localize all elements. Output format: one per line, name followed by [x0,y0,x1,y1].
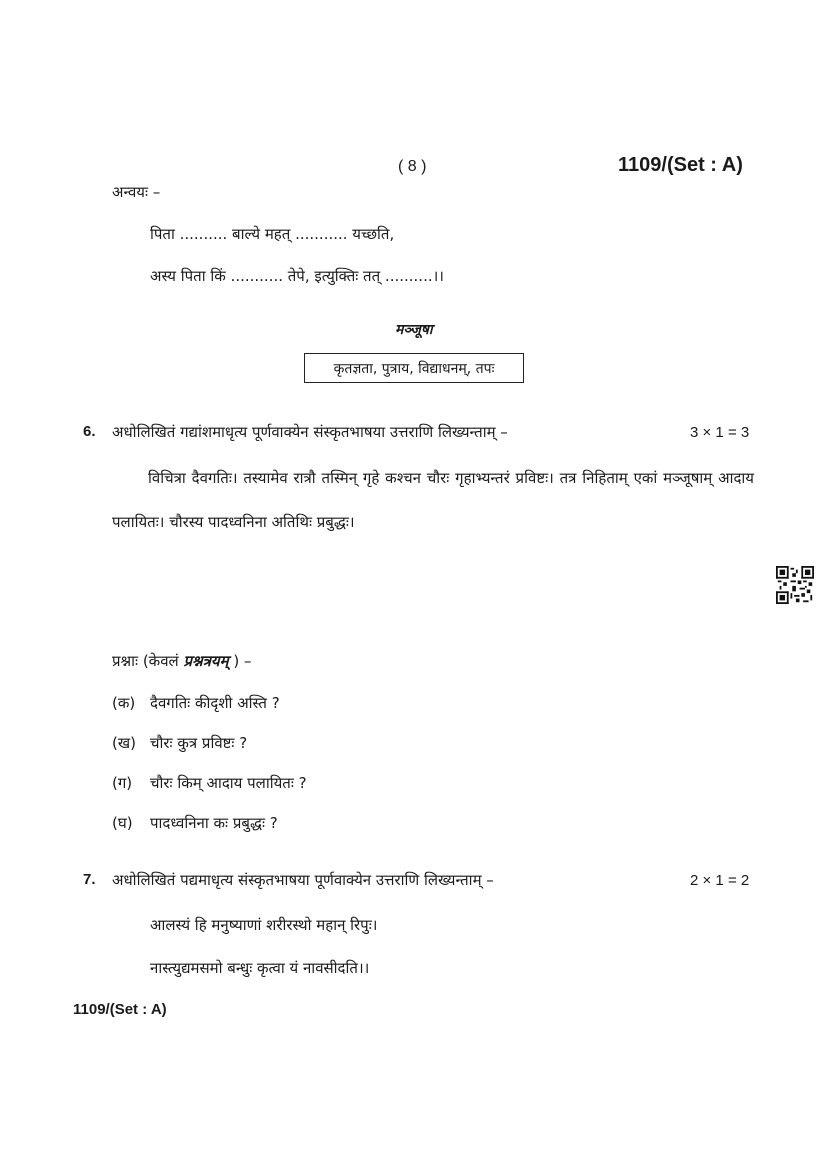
list-item [112,773,307,793]
option-label: (ग) [112,774,133,792]
list-item [112,733,247,753]
option-text: चौरः किम् आदाय पलायितः ? [150,774,307,792]
option-label: (क) [112,694,136,712]
option-text: पादध्वनिना कः प्रबुद्धः ? [150,814,278,832]
paper-code-header: 1109/(Set : A) [618,154,743,176]
q7-verse-line-1: आलस्यं हि मनुष्याणां शरीरस्थो महान् रिपुः। [150,916,378,934]
q7-instruction: अधोलिखितं पद्यमाधृत्य संस्कृतभाषया पूर्णवाक्येन उत्तराणि लिख्यन्ताम् – [112,871,494,889]
page-number: ( 8 ) [398,158,427,175]
q6-passage-text: विचित्रा दैवगतिः। तस्यामेव रात्रौ तस्मिन् गृहे कश्चन चौरः गृहाभ्यन्तरं प्रविष्टः। तत्र निहिताम् एकां मञ्जूषाम् आदाय पलायितः। चौरस्य पादध्वनिना अतिथिः प्रबुद्धः। [112,469,754,531]
paper-code-footer: 1109/(Set : A) [73,1001,167,1018]
q7-number: 7. [83,871,96,888]
q6-passage [112,456,754,544]
anvaya-label: अन्वयः – [112,183,161,201]
q7-marks: 2 × 1 = 2 [690,872,750,889]
option-text: दैवगतिः कीदृशी अस्ति ? [150,694,280,712]
q7-verse-line-2: नास्त्युद्यमसमो बन्धुः कृत्वा यं नावसीदति।। [150,959,370,977]
manjusha-title: मञ्जूषा [395,322,433,338]
q6-prashna-label: प्रश्नाः (केवलं [112,652,179,670]
q6-marks: 3 × 1 = 3 [690,424,750,441]
q6-prashna-end: ) – [233,652,252,670]
q6-instruction: अधोलिखितं गद्यांशमाधृत्य पूर्णवाक्येन संस्कृतभाषया उत्तराणि लिख्यन्ताम् – [112,423,508,441]
manjusha-box [304,353,524,383]
list-item [112,813,278,833]
qr-code-icon [776,566,814,604]
anvaya-line-2: अस्य पिता किं ........... तेपे, इत्युक्तिः तत् ..........।। [150,267,444,285]
manjusha-words: कृतज्ञता, पुत्राय, विद्याधनम्, तपः [333,360,495,377]
list-item [112,693,280,713]
option-label: (घ) [112,814,133,832]
q6-prashna-emphasis: प्रश्नत्रयम् [183,652,229,670]
anvaya-line-1: पिता .......... बाल्ये महत् ........... यच्छति, [150,225,395,243]
option-text: चौरः कुत्र प्रविष्टः ? [150,734,248,752]
option-label: (ख) [112,734,136,752]
q6-number: 6. [83,423,96,440]
q6-prashna-line [112,651,252,671]
